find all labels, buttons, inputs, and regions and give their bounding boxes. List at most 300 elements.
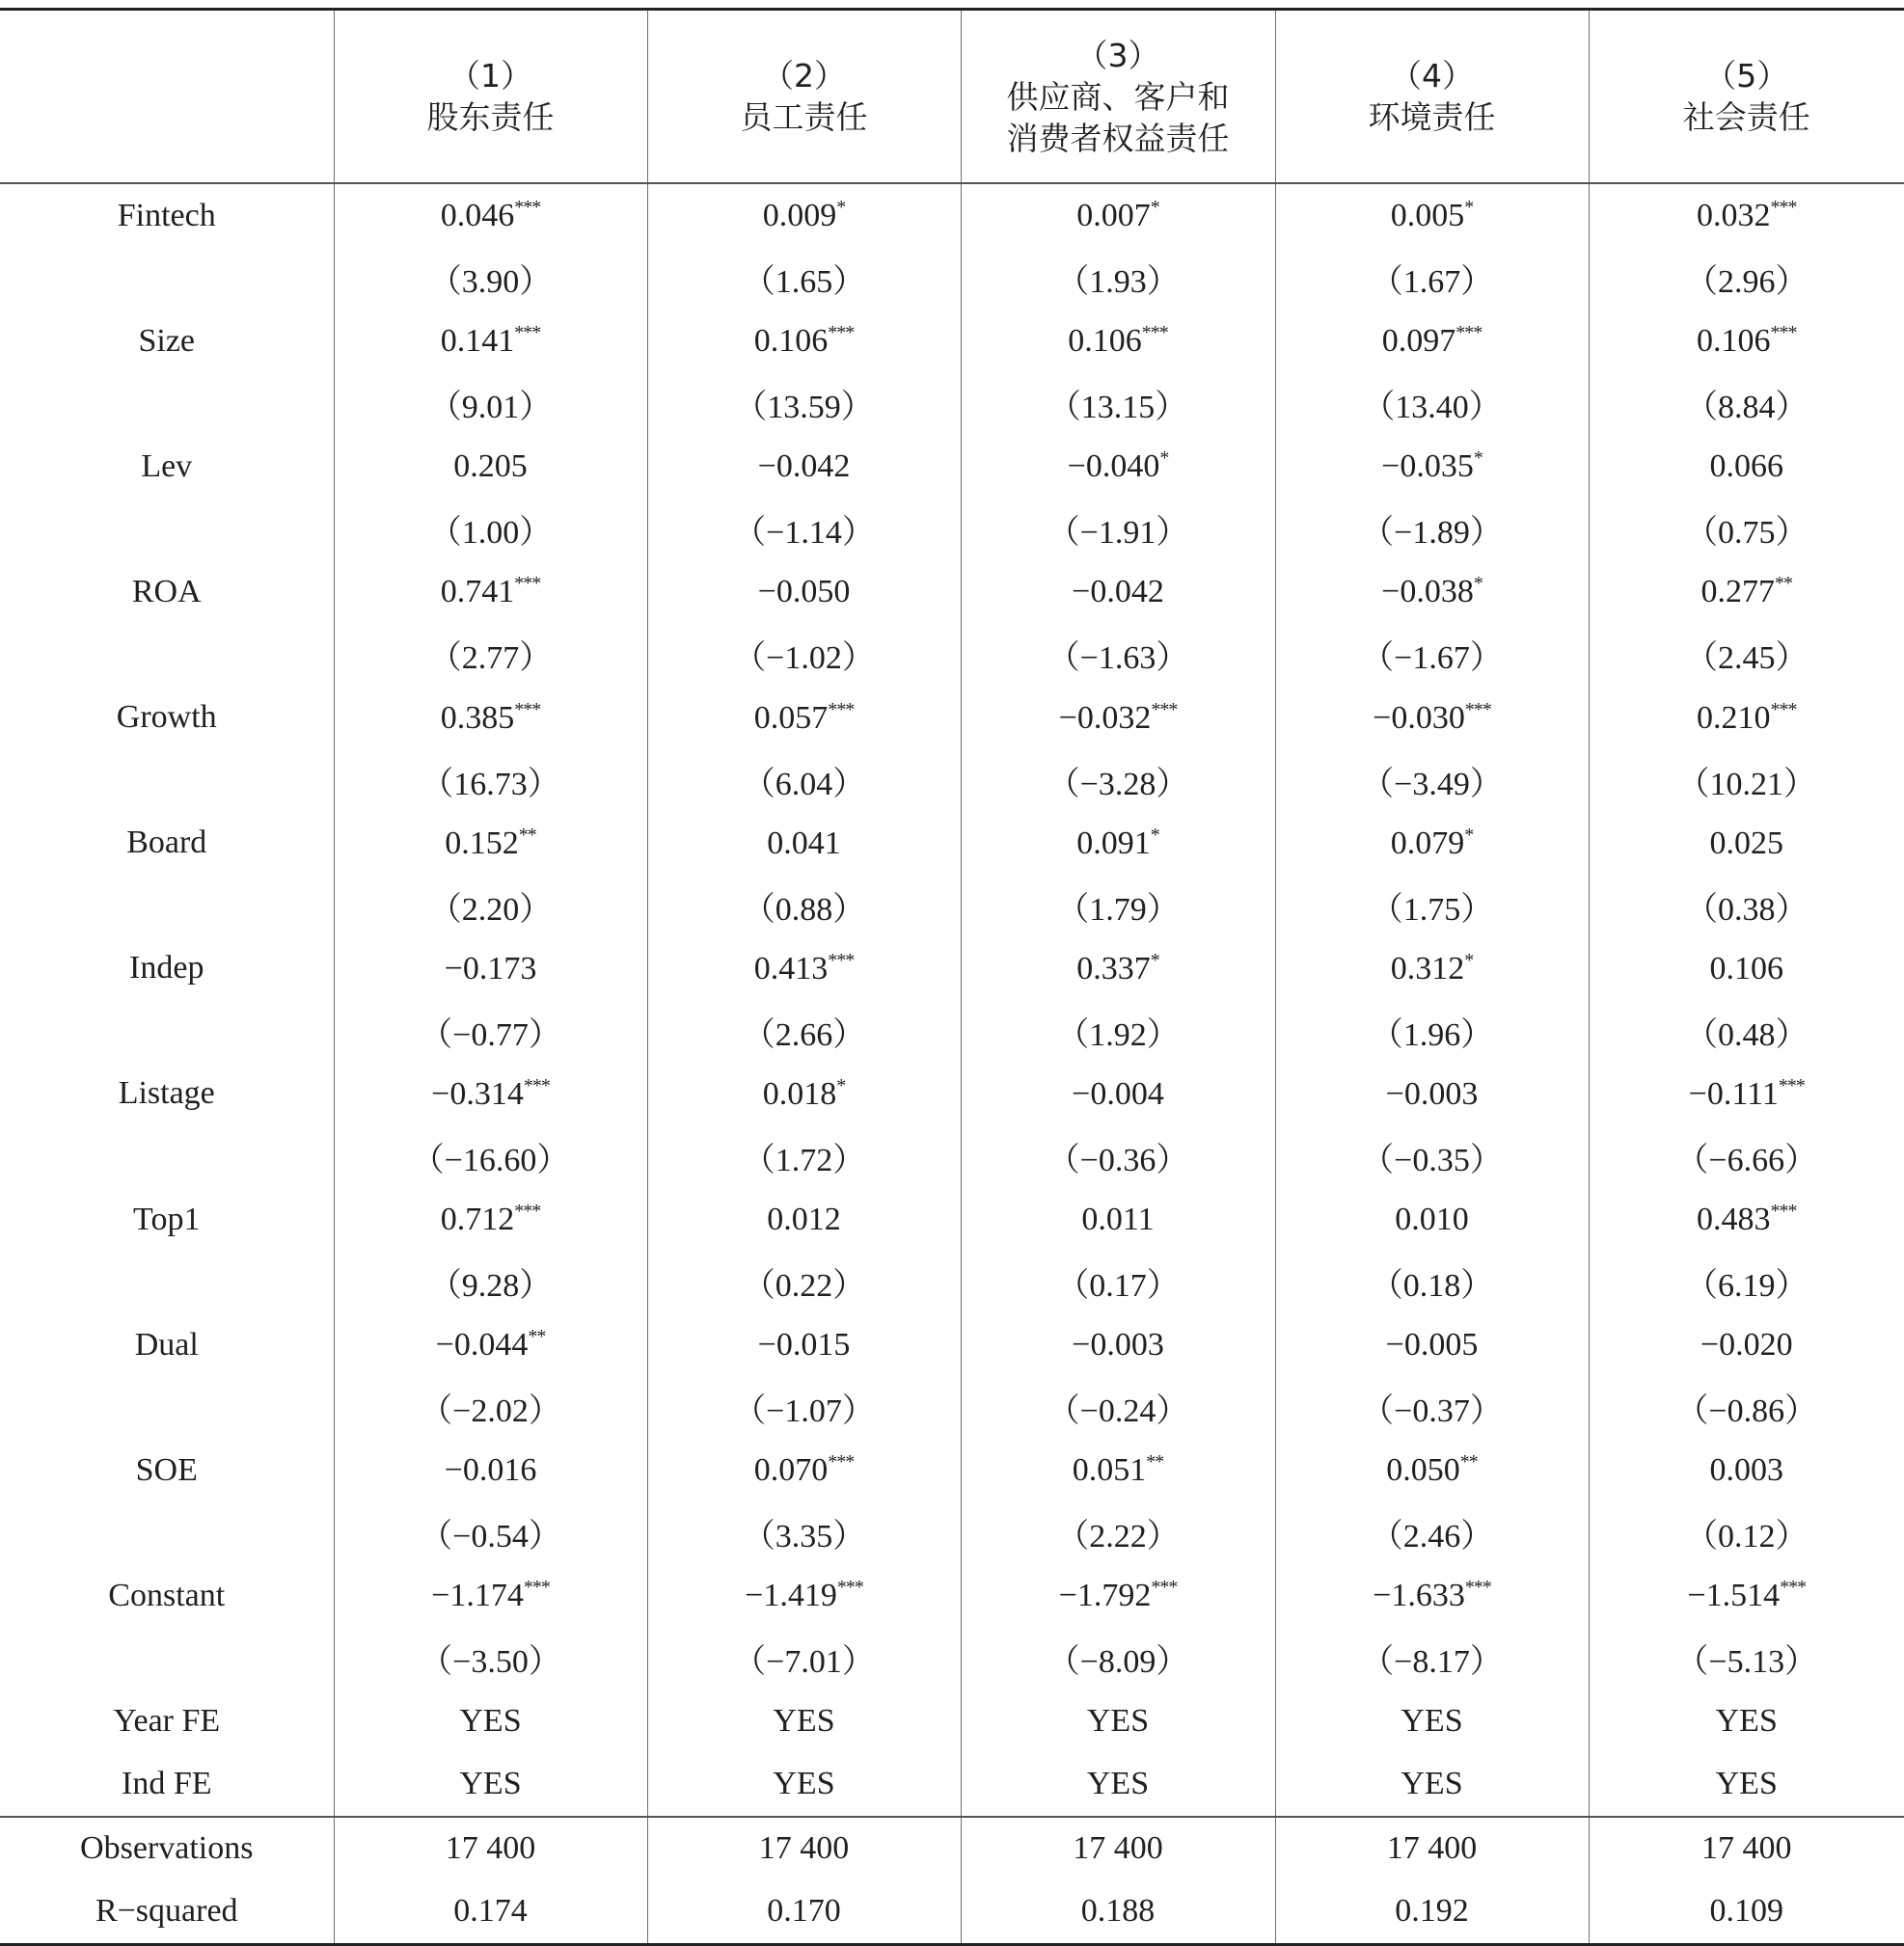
coef-value: 0.106 <box>1697 323 1771 359</box>
t-stat-cell: （6.19） <box>1589 1251 1904 1313</box>
t-stat-cell: （0.22） <box>647 1251 961 1313</box>
stat-value: 17 400 <box>1275 1817 1589 1880</box>
significance-stars: *** <box>1455 322 1482 343</box>
coef-cell <box>647 937 961 1000</box>
significance-stars: * <box>1151 824 1159 846</box>
coef-cell <box>647 310 961 372</box>
empty-label-cell <box>0 1501 334 1564</box>
coef-value: 0.097 <box>1382 323 1456 359</box>
coef-cell <box>1589 812 1904 875</box>
coef-value: 0.070 <box>754 1452 829 1488</box>
significance-stars: *** <box>1771 1201 1797 1222</box>
table-row-fixed-effect <box>0 1690 1904 1753</box>
coef-value: 0.041 <box>767 825 841 861</box>
fixed-effect-value: YES <box>1589 1753 1904 1817</box>
variable-name: Size <box>0 310 334 372</box>
coef-value: −0.003 <box>1386 1076 1479 1112</box>
coef-cell <box>334 1564 647 1627</box>
column-title-line-1: 供应商、客户和 <box>962 76 1275 118</box>
t-stat-cell: （0.75） <box>1589 498 1904 560</box>
coef-value: 0.483 <box>1697 1202 1771 1237</box>
coef-cell <box>1589 310 1904 372</box>
stat-value: 0.170 <box>647 1880 961 1945</box>
empty-label-cell <box>0 749 334 812</box>
coef-cell <box>1589 687 1904 749</box>
coef-cell <box>961 687 1275 749</box>
coef-value: −0.040 <box>1068 448 1160 484</box>
t-stat-cell: （10.21） <box>1589 749 1904 812</box>
t-stat-cell: （9.28） <box>334 1251 647 1313</box>
stat-value: 0.192 <box>1275 1880 1589 1945</box>
coef-value: 0.003 <box>1710 1452 1784 1488</box>
significance-stars: * <box>1151 197 1159 218</box>
fixed-effect-value: YES <box>647 1753 961 1817</box>
variable-name: Constant <box>0 1564 334 1627</box>
stat-value: 17 400 <box>961 1817 1275 1880</box>
significance-stars: *** <box>514 1201 540 1222</box>
significance-stars: *** <box>1151 1577 1177 1598</box>
coef-cell <box>1275 1188 1589 1251</box>
table-row-tstat <box>0 1627 1904 1689</box>
t-stat-cell: （−1.89） <box>1275 498 1589 560</box>
coef-cell <box>1275 183 1589 247</box>
significance-stars: *** <box>1780 1577 1806 1598</box>
coef-cell <box>961 1313 1275 1376</box>
table-row-tstat <box>0 247 1904 310</box>
fixed-effect-name: Year FE <box>0 1690 334 1753</box>
column-title: 股东责任 <box>335 96 647 138</box>
significance-stars: *** <box>828 699 854 720</box>
coef-value: 0.210 <box>1697 700 1771 736</box>
coef-cell <box>334 560 647 623</box>
coef-cell <box>1275 1439 1589 1501</box>
coef-value: −0.003 <box>1072 1327 1164 1363</box>
variable-name: SOE <box>0 1439 334 1501</box>
empty-label-cell <box>0 1251 334 1313</box>
t-stat-cell: （−8.09） <box>961 1627 1275 1689</box>
t-stat-cell: （−0.36） <box>961 1125 1275 1188</box>
table-row-coef <box>0 1313 1904 1376</box>
t-stat-cell: （−0.54） <box>334 1501 647 1564</box>
stat-name: Observations <box>0 1817 334 1880</box>
stat-value: 17 400 <box>647 1817 961 1880</box>
significance-stars: * <box>836 197 845 218</box>
empty-label-cell <box>0 372 334 435</box>
coef-value: −0.015 <box>758 1327 851 1363</box>
t-stat-cell: （1.92） <box>961 1000 1275 1063</box>
significance-stars: *** <box>1771 699 1797 720</box>
coef-cell <box>1275 812 1589 875</box>
t-stat-cell: （−1.91） <box>961 498 1275 560</box>
coef-value: 0.106 <box>1710 951 1784 987</box>
coef-cell <box>334 1063 647 1125</box>
coef-cell <box>961 1063 1275 1125</box>
t-stat-cell: （3.90） <box>334 247 647 310</box>
coef-cell <box>334 1439 647 1501</box>
t-stat-cell: （2.45） <box>1589 623 1904 686</box>
t-stat-cell: （−0.35） <box>1275 1125 1589 1188</box>
significance-stars: *** <box>1465 699 1491 720</box>
coef-cell <box>334 183 647 247</box>
t-stat-cell: （−3.28） <box>961 749 1275 812</box>
t-stat-cell: （2.96） <box>1589 247 1904 310</box>
table-row-fixed-effect <box>0 1753 1904 1817</box>
regression-table-container <box>0 8 1904 1946</box>
coef-cell <box>1275 435 1589 498</box>
coef-value: 0.032 <box>1697 198 1771 233</box>
coef-cell <box>647 1564 961 1627</box>
fixed-effect-value: YES <box>961 1753 1275 1817</box>
empty-label-cell <box>0 498 334 560</box>
fixed-effect-value: YES <box>961 1690 1275 1753</box>
coef-value: −1.174 <box>431 1578 524 1613</box>
table-row-tstat <box>0 623 1904 686</box>
variable-name: Lev <box>0 435 334 498</box>
t-stat-cell: （1.72） <box>647 1125 961 1188</box>
coef-cell <box>1589 937 1904 1000</box>
table-row-coef <box>0 183 1904 247</box>
significance-stars: *** <box>828 950 854 971</box>
significance-stars: * <box>1474 447 1482 469</box>
empty-label-cell <box>0 623 334 686</box>
table-row-coef <box>0 812 1904 875</box>
coef-value: 0.007 <box>1076 198 1151 233</box>
variable-name: Top1 <box>0 1188 334 1251</box>
table-row-tstat <box>0 498 1904 560</box>
t-stat-cell: （−0.24） <box>961 1376 1275 1439</box>
table-row-stat <box>0 1880 1904 1945</box>
t-stat-cell: （1.79） <box>961 875 1275 937</box>
coef-cell <box>647 1439 961 1501</box>
coef-cell <box>961 183 1275 247</box>
coef-value: 0.009 <box>763 198 837 233</box>
coef-cell <box>1275 1313 1589 1376</box>
table-row-coef <box>0 310 1904 372</box>
coef-value: −0.044 <box>436 1327 529 1363</box>
significance-stars: *** <box>524 1075 550 1096</box>
coef-value: 0.205 <box>453 448 528 484</box>
column-title: 社会责任 <box>1590 96 1904 138</box>
coef-value: −0.111 <box>1689 1076 1779 1112</box>
t-stat-cell: （2.46） <box>1275 1501 1589 1564</box>
table-row-coef <box>0 435 1904 498</box>
significance-stars: *** <box>1771 197 1797 218</box>
significance-stars: *** <box>1151 699 1177 720</box>
coef-cell <box>961 560 1275 623</box>
t-stat-cell: （0.48） <box>1589 1000 1904 1063</box>
table-row-tstat <box>0 1000 1904 1063</box>
t-stat-cell: （2.66） <box>647 1000 961 1063</box>
t-stat-cell: （−1.67） <box>1275 623 1589 686</box>
table-row-tstat <box>0 1376 1904 1439</box>
coef-cell <box>961 812 1275 875</box>
coef-value: 0.005 <box>1391 198 1465 233</box>
coef-cell <box>334 937 647 1000</box>
coef-value: 0.712 <box>441 1202 515 1237</box>
empty-label-cell <box>0 247 334 310</box>
t-stat-cell: （−1.07） <box>647 1376 961 1439</box>
coef-cell <box>961 937 1275 1000</box>
significance-stars: * <box>1464 950 1473 971</box>
coef-cell <box>647 1313 961 1376</box>
coef-cell <box>1275 310 1589 372</box>
coef-value: 0.141 <box>441 323 515 359</box>
coef-value: 0.012 <box>767 1202 841 1237</box>
significance-stars: * <box>1159 447 1168 469</box>
column-header-3 <box>961 10 1275 184</box>
significance-stars: * <box>1464 197 1473 218</box>
significance-stars: ** <box>528 1326 545 1347</box>
t-stat-cell: （13.15） <box>961 372 1275 435</box>
significance-stars: ** <box>1146 1451 1163 1473</box>
fixed-effect-value: YES <box>334 1690 647 1753</box>
t-stat-cell: （−5.13） <box>1589 1627 1904 1689</box>
t-stat-cell: （13.40） <box>1275 372 1589 435</box>
significance-stars: *** <box>514 699 540 720</box>
table-row-coef <box>0 1564 1904 1627</box>
empty-label-cell <box>0 1376 334 1439</box>
coef-value: −1.419 <box>745 1578 837 1613</box>
variable-name: Growth <box>0 687 334 749</box>
fixed-effect-value: YES <box>334 1753 647 1817</box>
coef-value: 0.010 <box>1395 1202 1469 1237</box>
t-stat-cell: （0.17） <box>961 1251 1275 1313</box>
coef-value: 0.106 <box>754 323 829 359</box>
significance-stars: ** <box>519 824 536 846</box>
empty-label-cell <box>0 1627 334 1689</box>
column-title: 员工责任 <box>648 96 961 138</box>
column-header-1 <box>334 10 647 184</box>
coef-value: 0.050 <box>1386 1452 1460 1488</box>
coef-cell <box>1589 435 1904 498</box>
coef-value: −0.032 <box>1059 700 1152 736</box>
t-stat-cell: （1.96） <box>1275 1000 1589 1063</box>
coef-value: −0.050 <box>758 574 851 609</box>
column-number: （5） <box>1590 55 1904 96</box>
significance-stars: *** <box>1465 1577 1491 1598</box>
table-row-tstat <box>0 1251 1904 1313</box>
table-row-tstat <box>0 749 1904 812</box>
significance-stars: *** <box>514 573 540 594</box>
coef-cell <box>334 812 647 875</box>
column-number: （2） <box>648 55 961 96</box>
coef-cell <box>961 1564 1275 1627</box>
column-header-4 <box>1275 10 1589 184</box>
coef-cell <box>1275 560 1589 623</box>
table-row-coef <box>0 1439 1904 1501</box>
t-stat-cell: （1.93） <box>961 247 1275 310</box>
t-stat-cell: （1.65） <box>647 247 961 310</box>
fixed-effect-value: YES <box>1275 1690 1589 1753</box>
table-row-coef <box>0 937 1904 1000</box>
table-row-coef <box>0 1063 1904 1125</box>
table-row-coef <box>0 560 1904 623</box>
t-stat-cell: （−1.63） <box>961 623 1275 686</box>
coef-cell <box>1589 183 1904 247</box>
t-stat-cell: （0.12） <box>1589 1501 1904 1564</box>
coef-value: −1.792 <box>1059 1578 1152 1613</box>
table-row-coef <box>0 687 1904 749</box>
t-stat-cell: （−7.01） <box>647 1627 961 1689</box>
t-stat-cell: （2.77） <box>334 623 647 686</box>
significance-stars: ** <box>1775 573 1792 594</box>
coef-value: 0.413 <box>754 951 829 987</box>
coef-cell <box>1589 1439 1904 1501</box>
coef-cell <box>334 1313 647 1376</box>
coef-cell <box>1589 1063 1904 1125</box>
table-row-stat <box>0 1817 1904 1880</box>
coef-value: −0.038 <box>1381 574 1474 609</box>
coef-cell <box>1275 1063 1589 1125</box>
t-stat-cell: （−1.02） <box>647 623 961 686</box>
column-header-2 <box>647 10 961 184</box>
significance-stars: *** <box>514 322 540 343</box>
t-stat-cell: （−0.37） <box>1275 1376 1589 1439</box>
coef-value: 0.741 <box>441 574 515 609</box>
coef-value: 0.051 <box>1073 1452 1147 1488</box>
significance-stars: *** <box>524 1577 550 1598</box>
t-stat-cell: （−1.14） <box>647 498 961 560</box>
t-stat-cell: （16.73） <box>334 749 647 812</box>
coef-cell <box>961 310 1275 372</box>
coef-value: −0.004 <box>1072 1076 1164 1112</box>
coef-cell <box>961 1188 1275 1251</box>
t-stat-cell: （−3.49） <box>1275 749 1589 812</box>
coef-cell <box>334 310 647 372</box>
t-stat-cell: （2.22） <box>961 1501 1275 1564</box>
stat-value: 0.174 <box>334 1880 647 1945</box>
coef-value: 0.011 <box>1081 1202 1154 1237</box>
t-stat-cell: （0.38） <box>1589 875 1904 937</box>
empty-label-cell <box>0 875 334 937</box>
empty-label-cell <box>0 1125 334 1188</box>
variable-name: Board <box>0 812 334 875</box>
coef-value: −0.016 <box>445 1452 537 1488</box>
regression-table <box>0 8 1904 1946</box>
t-stat-cell: （0.18） <box>1275 1251 1589 1313</box>
column-number: （1） <box>335 55 647 96</box>
coef-cell <box>1275 937 1589 1000</box>
stat-value: 17 400 <box>1589 1817 1904 1880</box>
t-stat-cell: （3.35） <box>647 1501 961 1564</box>
variable-name: ROA <box>0 560 334 623</box>
coef-cell <box>647 687 961 749</box>
coef-value: 0.385 <box>441 700 515 736</box>
coef-cell <box>647 1063 961 1125</box>
stat-name: R−squared <box>0 1880 334 1945</box>
significance-stars: *** <box>514 197 540 218</box>
coef-value: −1.514 <box>1687 1578 1780 1613</box>
coef-value: 0.025 <box>1710 825 1784 861</box>
fixed-effect-name: Ind FE <box>0 1753 334 1817</box>
t-stat-cell: （13.59） <box>647 372 961 435</box>
coef-value: 0.018 <box>763 1076 837 1112</box>
t-stat-cell: （2.20） <box>334 875 647 937</box>
coef-cell <box>1589 560 1904 623</box>
coef-cell <box>334 435 647 498</box>
coef-cell <box>1589 1564 1904 1627</box>
coef-value: 0.057 <box>754 700 829 736</box>
variable-name: Fintech <box>0 183 334 247</box>
significance-stars: *** <box>828 1451 854 1473</box>
coef-value: −0.005 <box>1386 1327 1479 1363</box>
coef-cell <box>647 1188 961 1251</box>
column-header-5 <box>1589 10 1904 184</box>
coef-cell <box>647 183 961 247</box>
column-number: （3） <box>962 35 1275 76</box>
t-stat-cell: （1.00） <box>334 498 647 560</box>
coef-value: 0.106 <box>1068 323 1142 359</box>
coef-value: 0.079 <box>1391 825 1465 861</box>
significance-stars: *** <box>1142 322 1168 343</box>
t-stat-cell: （6.04） <box>647 749 961 812</box>
significance-stars: * <box>836 1075 845 1096</box>
t-stat-cell: （0.88） <box>647 875 961 937</box>
table-row-tstat <box>0 372 1904 435</box>
column-title-line-2: 消费者权益责任 <box>962 118 1275 159</box>
empty-label-cell <box>0 1000 334 1063</box>
coef-value: −0.042 <box>758 448 851 484</box>
table-row-tstat <box>0 1125 1904 1188</box>
significance-stars: ** <box>1460 1451 1478 1473</box>
coef-value: −1.633 <box>1373 1578 1465 1613</box>
t-stat-cell: （1.67） <box>1275 247 1589 310</box>
header-row <box>0 10 1904 184</box>
coef-cell <box>1589 1313 1904 1376</box>
significance-stars: *** <box>1779 1075 1805 1096</box>
t-stat-cell: （−16.60） <box>334 1125 647 1188</box>
table-row-tstat <box>0 875 1904 937</box>
t-stat-cell: （−6.66） <box>1589 1125 1904 1188</box>
coef-value: 0.066 <box>1710 448 1784 484</box>
stat-value: 0.188 <box>961 1880 1275 1945</box>
t-stat-cell: （9.01） <box>334 372 647 435</box>
fixed-effect-value: YES <box>1589 1690 1904 1753</box>
coef-value: −0.030 <box>1373 700 1465 736</box>
significance-stars: *** <box>837 1577 863 1598</box>
coef-value: 0.046 <box>441 198 515 233</box>
column-title: 环境责任 <box>1276 96 1589 138</box>
coef-cell <box>647 435 961 498</box>
coef-value: −0.020 <box>1700 1327 1793 1363</box>
coef-value: −0.035 <box>1381 448 1474 484</box>
header-corner <box>0 10 334 184</box>
t-stat-cell: （8.84） <box>1589 372 1904 435</box>
coef-value: 0.337 <box>1076 951 1151 987</box>
stat-value: 0.109 <box>1589 1880 1904 1945</box>
variable-name: Listage <box>0 1063 334 1125</box>
significance-stars: *** <box>1771 322 1797 343</box>
t-stat-cell: （−0.86） <box>1589 1376 1904 1439</box>
coef-value: 0.312 <box>1391 951 1465 987</box>
stat-value: 17 400 <box>334 1817 647 1880</box>
coef-cell <box>1589 1188 1904 1251</box>
t-stat-cell: （−2.02） <box>334 1376 647 1439</box>
t-stat-cell: （−0.77） <box>334 1000 647 1063</box>
coef-cell <box>1275 687 1589 749</box>
significance-stars: * <box>1151 950 1159 971</box>
coef-value: 0.152 <box>445 825 519 861</box>
significance-stars: * <box>1464 824 1473 846</box>
column-number: （4） <box>1276 55 1589 96</box>
coef-cell <box>647 560 961 623</box>
fixed-effect-value: YES <box>1275 1753 1589 1817</box>
table-body <box>0 183 1904 1944</box>
coef-value: −0.173 <box>445 951 537 987</box>
coef-value: 0.091 <box>1076 825 1151 861</box>
t-stat-cell: （1.75） <box>1275 875 1589 937</box>
coef-cell <box>334 1188 647 1251</box>
